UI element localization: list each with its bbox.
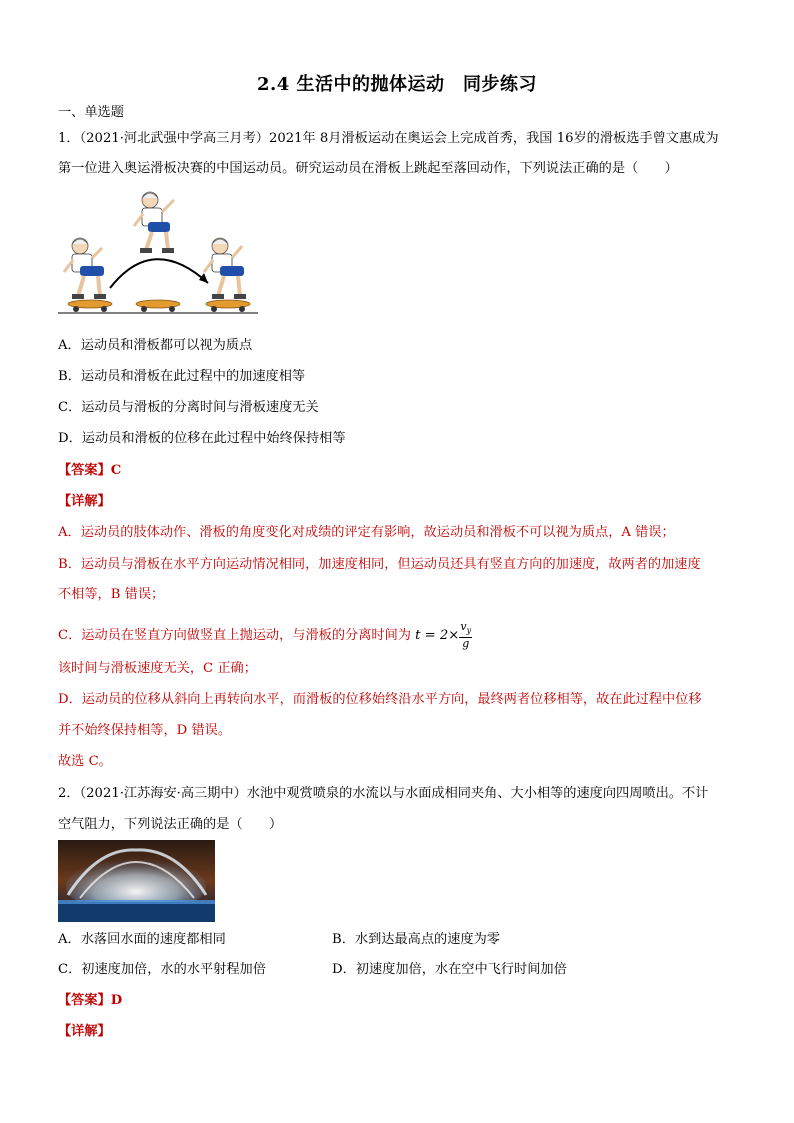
q2-stem-line2: 空气阻力，下列说法正确的是（ ） xyxy=(58,817,283,832)
q1-explain-d-line1: D．运动员的位移从斜向上再转向水平，而滑板的位移始终沿水平方向，最终两者位移相等，故在此过程中位移 xyxy=(58,692,702,707)
formula-denominator: g xyxy=(462,637,470,651)
page-title: 2.4 生活中的抛体运动 同步练习 xyxy=(256,74,538,95)
formula-subscript: y xyxy=(466,626,472,636)
section-heading: 一、单选题 xyxy=(58,105,124,120)
formula-fraction xyxy=(459,621,472,650)
formula-lhs: t = 2× xyxy=(415,628,460,644)
q2-option-d: D．初速度加倍，水在空中飞行时间加倍 xyxy=(332,962,567,977)
q1-conclusion: 故选 C。 xyxy=(58,754,112,769)
q1-answer: 【答案】C xyxy=(58,463,122,478)
q1-explain-c-text: C．运动员在竖直方向做竖直上抛运动，与滑板的分离时间为 xyxy=(58,628,411,644)
q1-detail-heading: 【详解】 xyxy=(58,494,111,509)
q2-stem-line1: 2．（2021·江苏海安·高三期中）水池中观赏喷泉的水流以与水面成相同夹角、大小相等的速度向四周喷出。不计 xyxy=(58,786,709,801)
skater-left-icon xyxy=(64,238,112,312)
formula-numerator: v xyxy=(460,620,467,633)
q2-answer: 【答案】D xyxy=(58,993,123,1008)
separation-time-formula xyxy=(415,621,472,650)
q1-explain-c-line1 xyxy=(58,621,748,650)
q1-explain-d-line2: 并不始终保持相等，D 错误。 xyxy=(58,723,232,738)
q1-explain-b-line1: B．运动员与滑板在水平方向运动情况相同，加速度相同，但运动员还具有竖直方向的加速度，故两者的加速度 xyxy=(58,557,701,572)
q2-option-a-text: A．水落回水面的速度都相同 xyxy=(58,932,226,947)
q2-option-b: B．水到达最高点的速度为零 xyxy=(332,932,500,947)
q1-option-b: B．运动员和滑板在此过程中的加速度相等 xyxy=(58,369,306,384)
fountain-photo xyxy=(58,840,215,922)
q1-option-c: C．运动员与滑板的分离时间与滑板速度无关 xyxy=(58,400,319,415)
q1-option-a: A．运动员和滑板都可以视为质点 xyxy=(58,338,253,353)
q1-option-d: D．运动员和滑板的位移在此过程中始终保持相等 xyxy=(58,431,346,446)
q1-explain-c-line2: 该时间与滑板速度无关，C 正确； xyxy=(58,661,257,676)
q1-explain-b-line2: 不相等，B 错误； xyxy=(58,587,165,602)
q2-option-c: C．初速度加倍，水的水平射程加倍 xyxy=(58,962,266,977)
q2-detail-heading: 【详解】 xyxy=(58,1024,111,1039)
q1-explain-a: A．运动员的肢体动作、滑板的角度变化对成绩的评定有影响，故运动员和滑板不可以视为质点，A 错误； xyxy=(58,525,675,540)
q1-stem-line1: 1．（2021·河北武强中学高三月考）2021年 8月滑板运动在奥运会上完成首秀，我国 16岁的滑板选手曾文惠成为 xyxy=(58,131,719,146)
q1-stem-line2: 第一位进入奥运滑板决赛的中国运动员。研究运动员在滑板上跳起至落回动作，下列说法正确的是（ ） xyxy=(58,161,678,176)
skateboard-jump-figure xyxy=(58,188,258,318)
skater-middle-icon xyxy=(134,192,174,253)
skater-right-icon xyxy=(204,238,250,312)
